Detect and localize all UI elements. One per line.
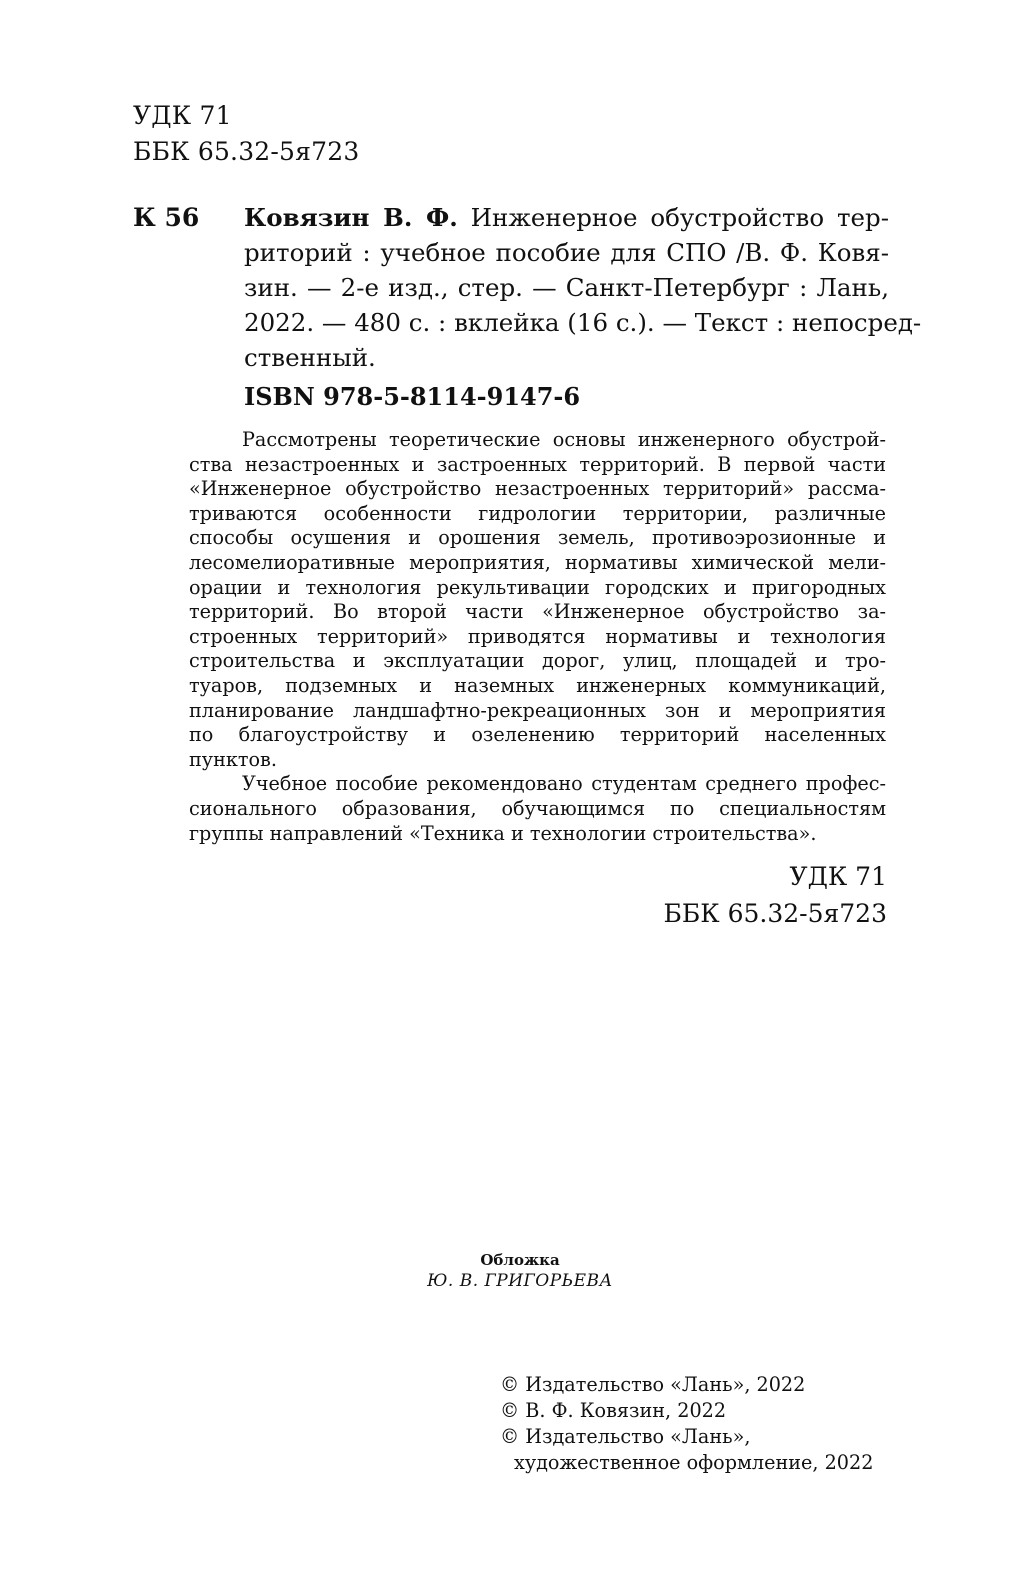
copyright-line: © Издательство «Лань», 2022 [500,1373,806,1396]
abstract-line: орации и технология рекультивации городских и пригородных [189,575,886,599]
abstract-line: сионального образования, обучающимся по специальностям [189,796,886,820]
cover-artist: Ю. В. ГРИГОРЬЕВА [427,1271,613,1291]
biblio-line: зин. — 2-е изд., стер. — Санкт-Петербург : Лань, [244,273,889,302]
copyright-block [500,1372,873,1476]
copyright-line: художественное оформление, 2022 [514,1451,874,1474]
biblio-line: риторий : учебное пособие для СПО /В. Ф. Ковя- [244,238,889,267]
copyright-line: © Издательство «Лань», [500,1425,751,1448]
abstract-line: лесомелиоративные мероприятия, нормативы химической мели- [189,550,886,574]
author-mark: К 56 [133,203,200,232]
abstract-line: триваются особенности гидрологии территории, различные [189,501,886,525]
abstract-line: «Инженерное обустройство незастроенных территорий» рассма- [189,477,886,501]
abstract-line: строенных территорий» приводятся нормативы и технология [189,624,886,648]
cover-credit [300,1250,740,1292]
copyright-line: © В. Ф. Ковязин, 2022 [500,1399,727,1422]
bbk-code: ББК 65.32-5я723 [663,899,887,928]
abstract-line: группы направлений «Техника и технологии строительства». [189,821,817,845]
udk-code: УДК 71 [133,101,232,130]
cover-label: Обложка [480,1251,560,1269]
udk-block-bottom [664,858,887,932]
abstract [189,428,886,846]
abstract-line: по благоустройству и озеленению территорий населенных [189,723,886,747]
abstract-line: строительства и эксплуатации дорог, улиц, площадей и тро- [189,649,886,673]
biblio-title-start: Инженерное обустройство тер- [457,203,889,232]
biblio-line [244,200,889,235]
abstract-line: туаров, подземных и наземных инженерных коммуникаций, [189,673,886,697]
udk-code: УДК 71 [789,862,887,891]
udk-block-top [133,98,359,170]
biblio-line: 2022. — 480 с. : вклейка (16 с.). — Текст : непосред- [244,308,922,337]
bbk-code: ББК 65.32-5я723 [133,137,360,166]
abstract-line: Рассмотрены теоретические основы инженерного обустрой- [242,428,886,451]
author-name: Ковязин В. Ф. [244,203,458,232]
abstract-line: Учебное пособие рекомендовано студентам среднего профес- [242,772,886,796]
biblio-line: ственный. [244,343,376,372]
abstract-line: планирование ландшафтно-рекреационных зон и мероприятия [189,698,886,722]
abstract-line: способы осушения и орошения земель, противоэрозионные и [189,526,886,550]
isbn: ISBN 978-5-8114-9147-6 [244,382,581,411]
abstract-line: ства незастроенных и застроенных территорий. В первой части [189,452,886,476]
abstract-line: пунктов. [189,747,277,771]
abstract-line: территорий. Во второй части «Инженерное обустройство за- [189,600,886,624]
bibliographic-description [244,200,922,375]
